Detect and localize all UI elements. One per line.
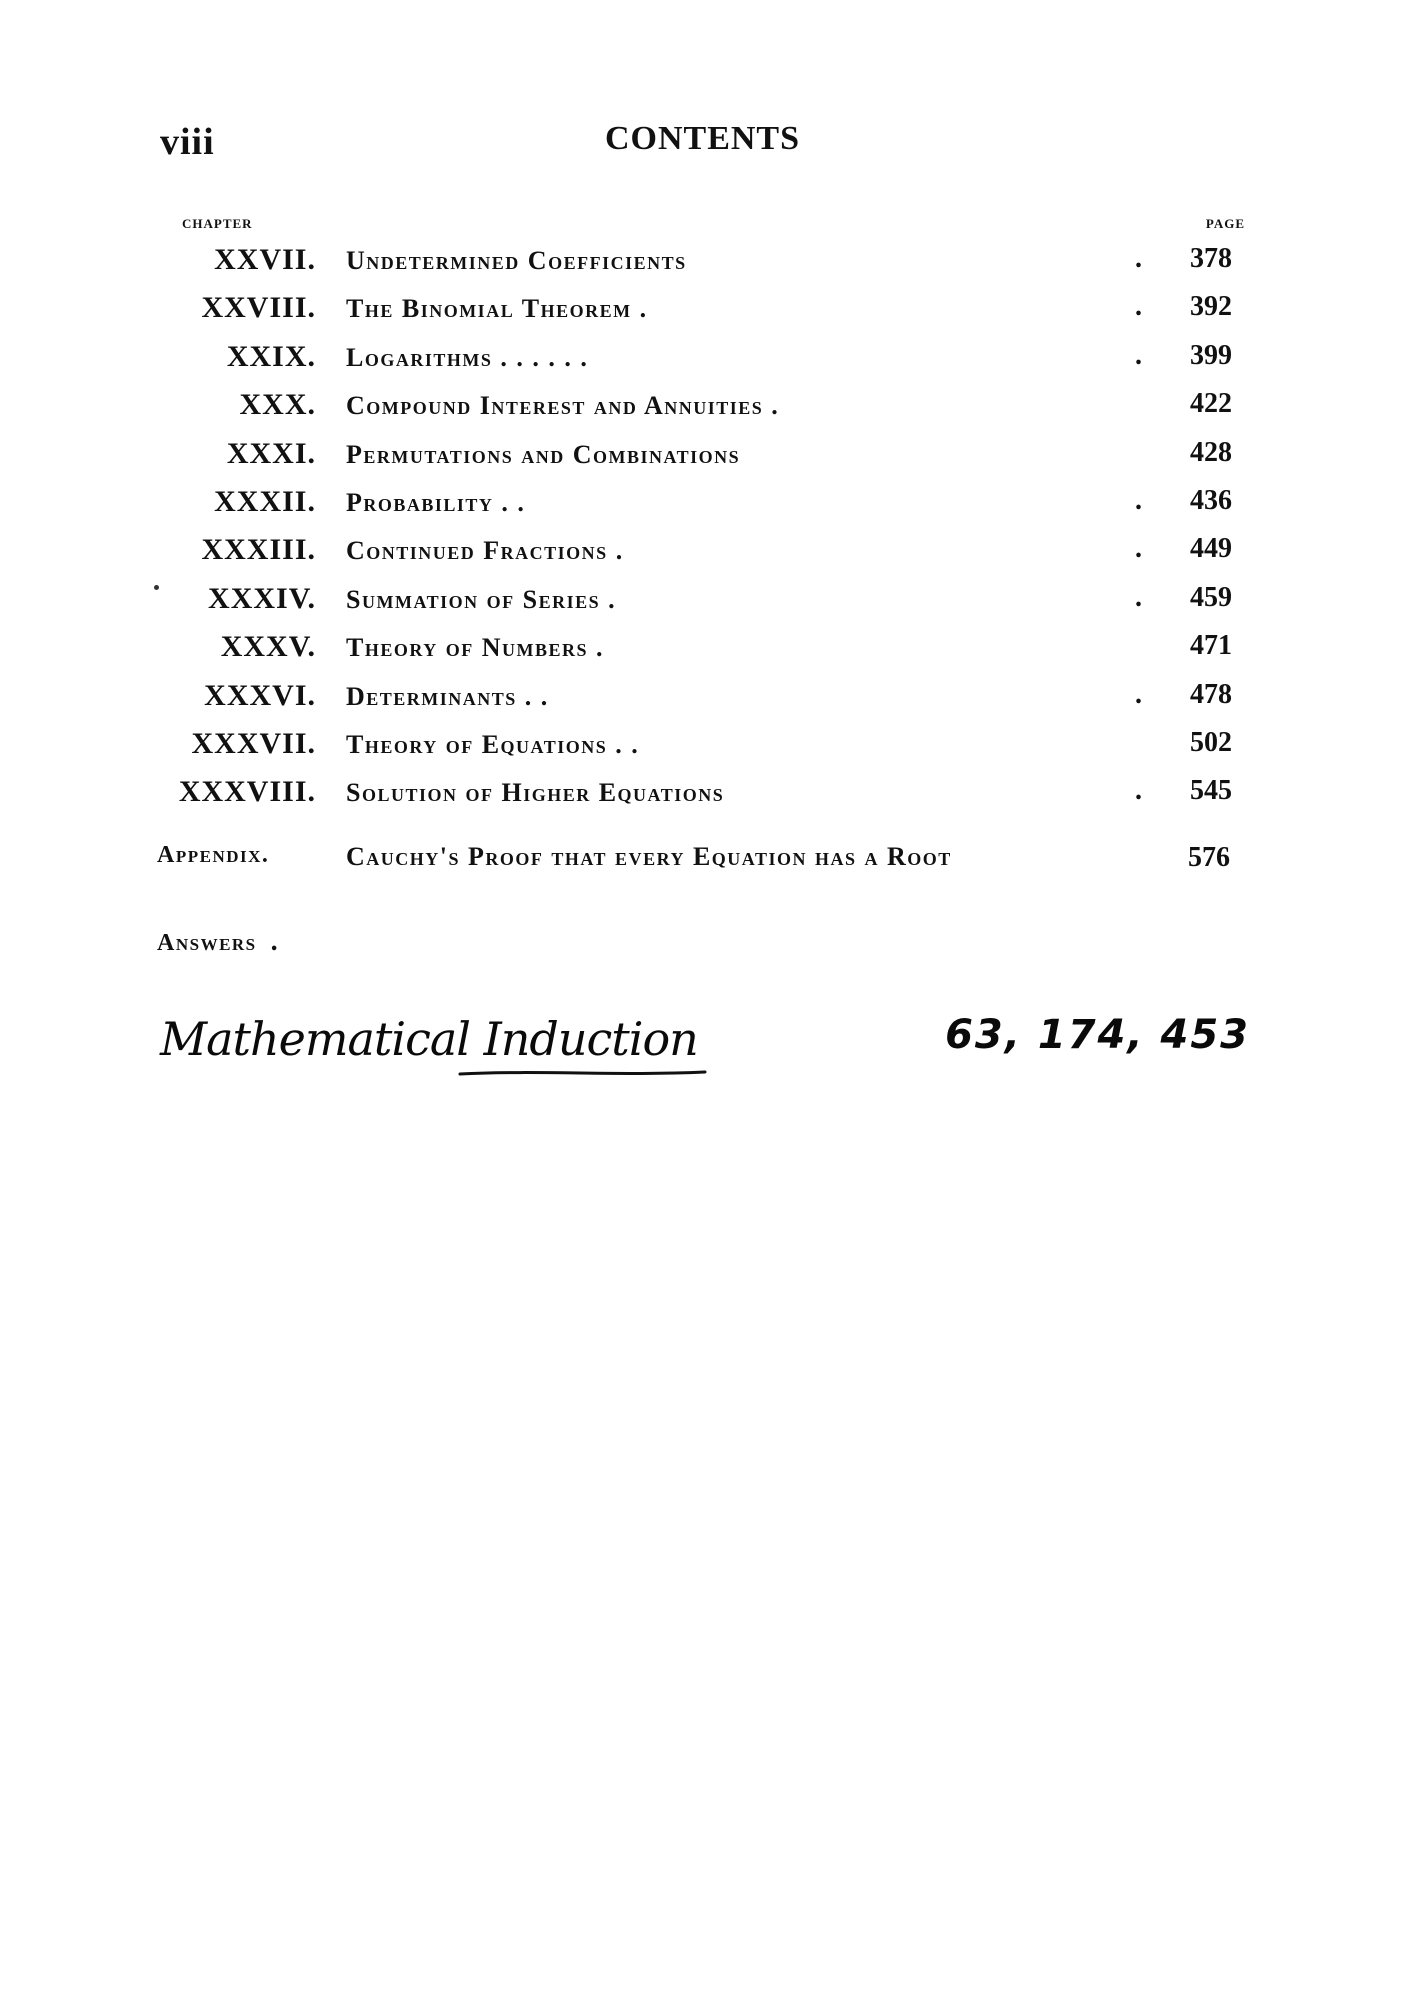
- chapter-title: Probability . .: [346, 487, 526, 517]
- page-reference: 459: [1190, 581, 1232, 613]
- page-reference: 478: [1190, 678, 1232, 710]
- page-reference: 449: [1190, 533, 1232, 565]
- chapter-title: Logarithms . . . . . .: [346, 342, 589, 372]
- dot-leader: .: [1135, 243, 1142, 274]
- chapter-title: Permutations and Combinations: [346, 439, 741, 469]
- chapter-number: XXIX.: [226, 339, 316, 373]
- toc-entry: [150, 576, 1250, 624]
- print-speck: [154, 585, 159, 590]
- dot-leader: .: [1135, 484, 1142, 516]
- toc-entry: [150, 431, 1250, 479]
- chapter-number: XXX.: [239, 388, 316, 422]
- page-reference: 471: [1190, 630, 1232, 662]
- toc-entry: [150, 721, 1250, 769]
- toc-entry: [150, 479, 1250, 527]
- dot-leader: .: [1135, 291, 1142, 323]
- chapter-number: XXXVIII.: [178, 775, 316, 809]
- dot-leader: .: [1135, 533, 1142, 565]
- answers-dot: .: [270, 926, 278, 957]
- page-number: viii: [160, 121, 215, 163]
- appendix-page-reference: 576: [1188, 842, 1230, 873]
- chapter-number: XXXVI.: [204, 678, 316, 712]
- chapter-number: XXXIII.: [201, 533, 316, 567]
- dot-leader: .: [1135, 775, 1142, 807]
- dot-leader: .: [1135, 581, 1142, 613]
- handwritten-topic: Mathematical Induction: [160, 1012, 698, 1066]
- toc-entry: [150, 285, 1250, 333]
- column-headings: [160, 216, 1245, 236]
- chapter-title: Theory of Numbers .: [346, 633, 604, 663]
- handwritten-note: [160, 1012, 1250, 1092]
- dot-leader: .: [1135, 339, 1142, 371]
- toc-entry: [150, 527, 1250, 575]
- contents-list: [150, 237, 1250, 818]
- page-reference: 502: [1190, 726, 1232, 758]
- page-title: CONTENTS: [604, 120, 801, 157]
- chapter-title: Compound Interest and Annuities .: [346, 391, 780, 421]
- answers-entry: [157, 926, 278, 966]
- page-reference: 392: [1190, 291, 1232, 323]
- chapter-number: XXXIV.: [208, 581, 316, 615]
- answers-label: Answers: [157, 930, 257, 956]
- appendix-entry: [155, 842, 1250, 882]
- handwritten-page-list: 63, 174, 453: [945, 1012, 1250, 1058]
- toc-entry: [150, 334, 1250, 382]
- toc-entry: [150, 769, 1250, 817]
- running-head: [160, 120, 1245, 170]
- appendix-title: Cauchy's Proof that every Equation has a Root: [346, 842, 952, 871]
- page-column-heading: PAGE: [1205, 216, 1245, 231]
- chapter-title: The Binomial Theorem .: [346, 294, 648, 324]
- handwritten-underline: [160, 1066, 720, 1080]
- toc-entry: [150, 624, 1250, 672]
- page-reference: 378: [1190, 243, 1232, 274]
- chapter-number: XXVIII.: [201, 291, 316, 325]
- dot-leader: .: [1135, 678, 1142, 710]
- chapter-title: Undetermined Coefficients: [346, 246, 687, 275]
- chapter-column-heading: CHAPTER: [182, 216, 253, 231]
- chapter-number: XXVII.: [214, 243, 316, 276]
- chapter-number: XXXV.: [220, 630, 316, 664]
- page-reference: 436: [1190, 484, 1232, 516]
- appendix-label: Appendix.: [157, 842, 270, 868]
- page-reference: 422: [1190, 388, 1232, 420]
- chapter-title: Solution of Higher Equations: [346, 778, 725, 808]
- page-reference: 545: [1190, 775, 1232, 807]
- toc-entry: [150, 673, 1250, 721]
- toc-entry: [150, 382, 1250, 430]
- page-reference: 399: [1190, 339, 1232, 371]
- chapter-title: Summation of Series .: [346, 584, 617, 614]
- chapter-number: XXXVII.: [191, 726, 316, 760]
- chapter-title: Determinants . .: [346, 681, 549, 711]
- chapter-number: XXXI.: [226, 436, 316, 470]
- toc-entry: [150, 237, 1250, 285]
- page-reference: 428: [1190, 436, 1232, 468]
- chapter-number: XXXII.: [214, 484, 316, 518]
- chapter-title: Theory of Equations . .: [346, 729, 640, 759]
- chapter-title: Continued Fractions .: [346, 536, 624, 566]
